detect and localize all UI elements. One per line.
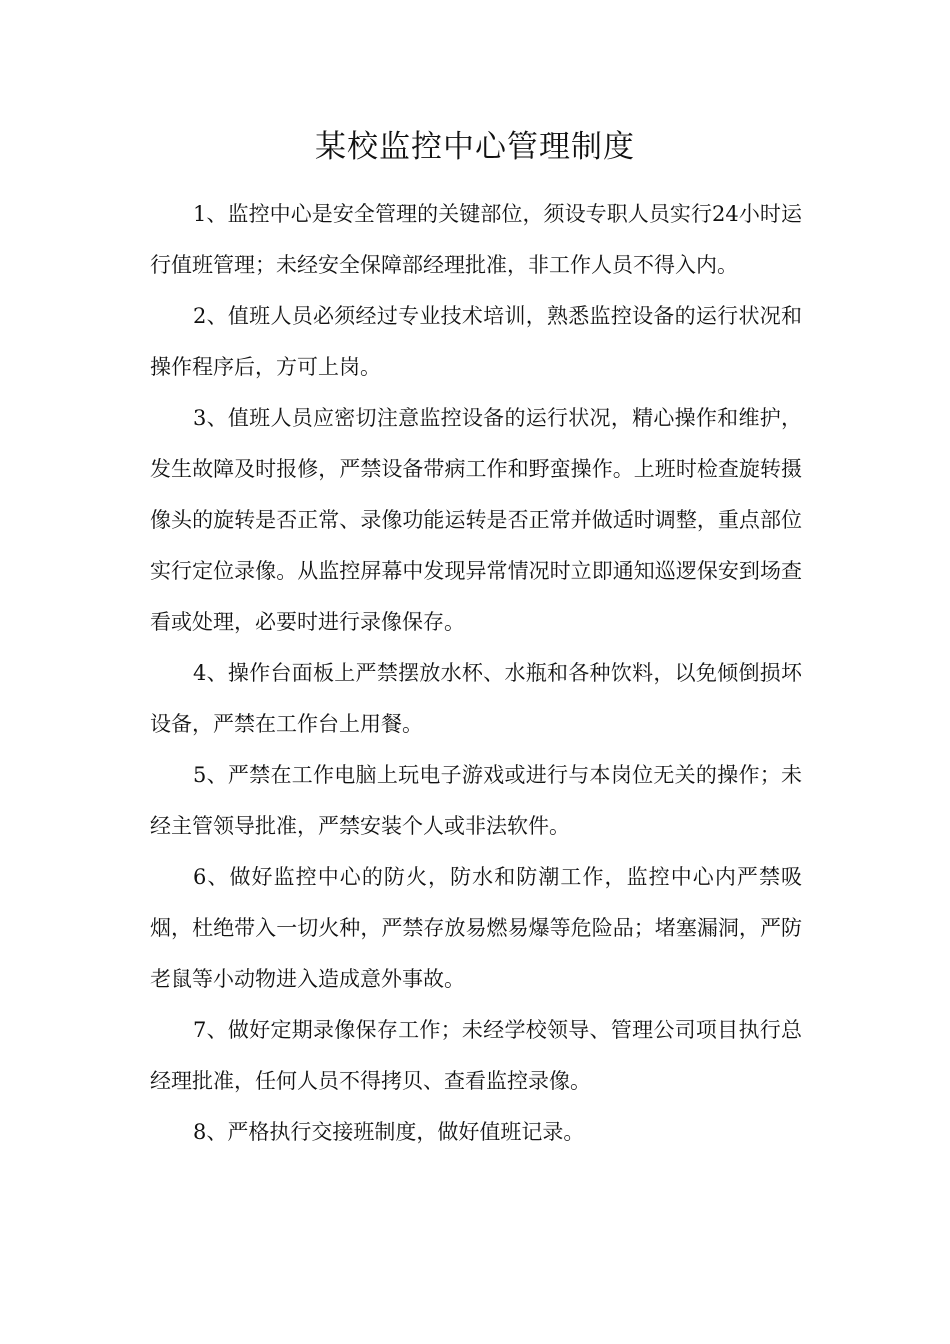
paragraph-8: 8、严格执行交接班制度，做好值班记录。 <box>193 1120 585 1144</box>
paragraph-6: 6、做好监控中心的防火，防水和防潮工作，监控中心内严禁吸烟，杜绝带入一切火种，严禁存放易燃易爆等危险品；堵塞漏洞，严防老鼠等小动物进入造成意外事故。 <box>150 865 802 991</box>
document-title: 某校监控中心管理制度 <box>315 129 635 165</box>
paragraph-4: 4、操作台面板上严禁摆放水杯、水瓶和各种饮料，以免倾倒损坏设备，严禁在工作台上用餐。 <box>150 661 802 736</box>
paragraph-3: 3、值班人员应密切注意监控设备的运行状况，精心操作和维护，发生故障及时报修，严禁设备带病工作和野蛮操作。上班时检查旋转摄像头的旋转是否正常、录像功能运转是否正常并做适时调整，重点部位实行定位录像。从监控屏幕中发现异常情况时立即通知巡逻保安到场查看或处理，必要时进行录像保存。 <box>150 406 802 634</box>
document-body <box>150 189 802 1158</box>
paragraph-2: 2、值班人员必须经过专业技术培训，熟悉监控设备的运行状况和操作程序后，方可上岗。 <box>150 304 802 379</box>
paragraph-1: 1、监控中心是安全管理的关键部位，须设专职人员实行24小时运行值班管理；未经安全保障部经理批准，非工作人员不得入内。 <box>150 202 802 277</box>
paragraph-7: 7、做好定期录像保存工作；未经学校领导、管理公司项目执行总经理批准，任何人员不得拷贝、查看监控录像。 <box>150 1018 802 1093</box>
paragraph-5: 5、严禁在工作电脑上玩电子游戏或进行与本岗位无关的操作；未经主管领导批准，严禁安装个人或非法软件。 <box>150 763 802 838</box>
